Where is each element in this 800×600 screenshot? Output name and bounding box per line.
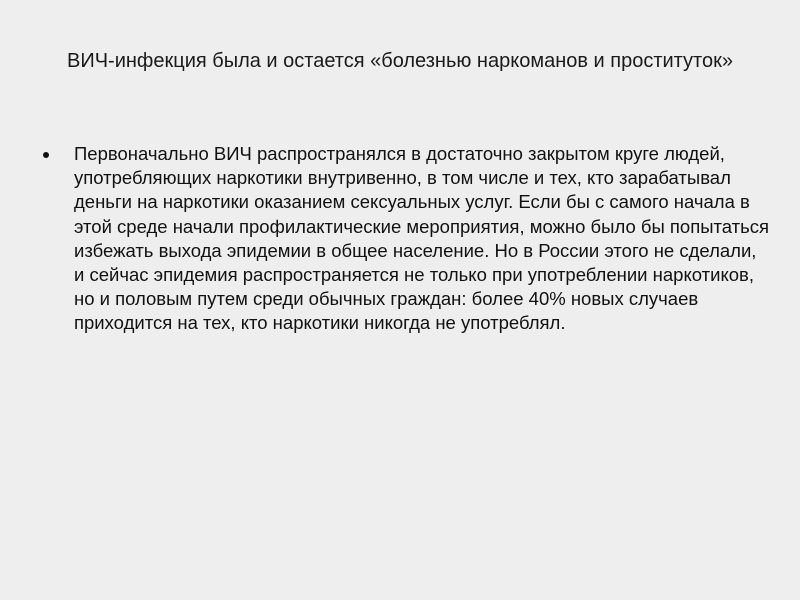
bullet-dot-icon bbox=[43, 152, 49, 158]
bullet-text: Первоначально ВИЧ распространялся в достаточно закрытом круге людей, употребляющих наркотики внутривенно, в том числе и тех, кто зарабатывал деньги на наркотики оказанием сексуальных услуг. Если бы с самого начала в этой среде начали профилактические мероприятия, можно было бы попытаться избежать выхода эпидемии в общее население. Но в России этого не сделали, и сейчас эпидемия распространяется не только при употреблении наркотиков, но и половым путем среди обычных граждан: более 40% новых случаев приходится на тех, кто наркотики никогда не употреблял. bbox=[74, 143, 770, 334]
bullet-item bbox=[40, 142, 770, 336]
slide-title: ВИЧ-инфекция была и остается «болезнью наркоманов и проституток» bbox=[66, 50, 733, 72]
bullet-list bbox=[40, 142, 770, 336]
